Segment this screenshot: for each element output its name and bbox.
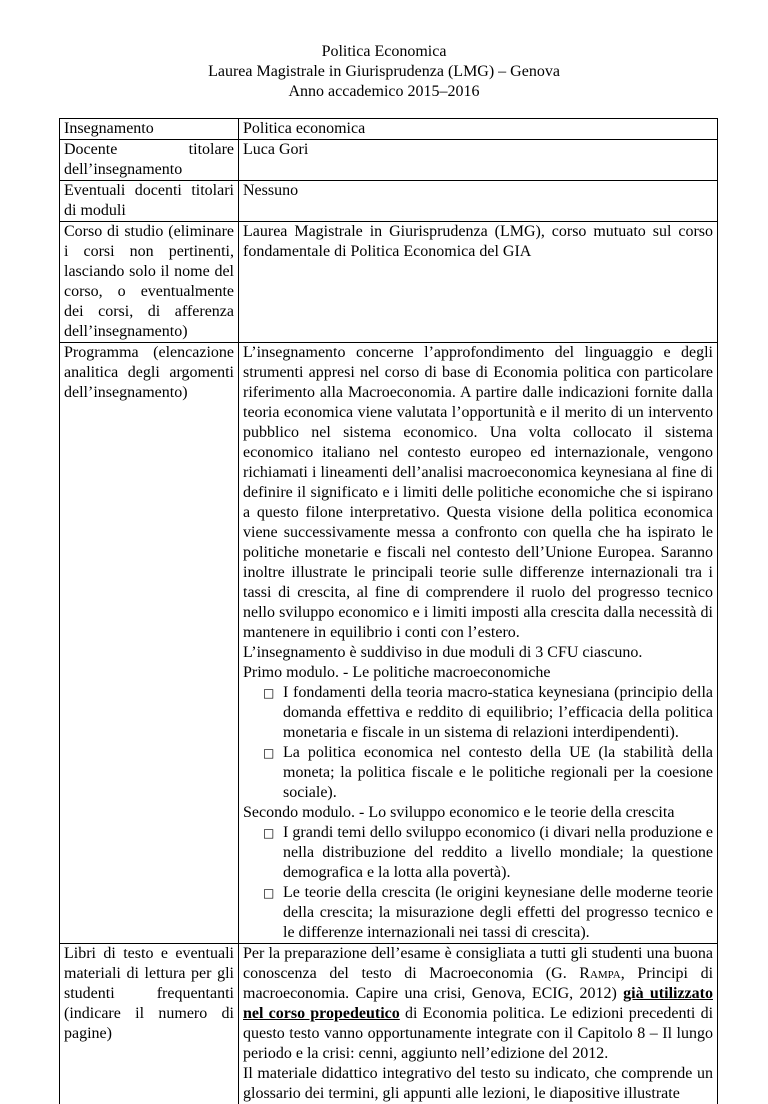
modulo1-list (243, 683, 713, 803)
row-insegnamento (60, 119, 718, 140)
row-programma (60, 343, 718, 944)
value-programma (239, 343, 718, 944)
label-moduli: Eventuali docenti titolari di moduli (60, 181, 239, 222)
list-item: □ I fondamenti della teoria macro-statica keynesiana (principio della domanda effettiva e reddito di equilibrio; l’efficacia della politica monetaria e fiscale in un sistema di relazioni interdipendenti). (263, 683, 713, 743)
value-moduli: Nessuno (239, 181, 718, 222)
list-item: □ I grandi temi dello sviluppo economico (i divari nella produzione e nella distribuzione del reddito a livello mondiale; la questione demografica e la lotta alla povertà). (263, 823, 713, 883)
syllabus-table (59, 118, 718, 1104)
value-docente: Luca Gori (239, 140, 718, 181)
value-corso: Laurea Magistrale in Giurisprudenza (LMG), corso mutuato sul corso fondamentale di Politica Economica del GIA (239, 222, 718, 343)
label-programma: Programma (elencazione analitica degli argomenti dell’insegnamento) (60, 343, 239, 944)
label-insegnamento: Insegnamento (60, 119, 239, 140)
libri-author: Rampa (579, 965, 620, 982)
value-insegnamento: Politica economica (239, 119, 718, 140)
row-moduli (60, 181, 718, 222)
row-libri (60, 944, 718, 1104)
modulo1-title: Primo modulo. - Le politiche macroeconomiche (243, 663, 713, 683)
modulo2-title: Secondo modulo. - Lo sviluppo economico e le teorie della crescita (243, 803, 713, 823)
libri-paragraph-2: Il materiale didattico integrativo del testo su indicato, che comprende un glossario dei termini, gli appunti alle lezioni, le diapositive illustrate (243, 1064, 713, 1104)
label-corso: Corso di studio (eliminare i corsi non pertinenti, lasciando solo il nome del corso, o eventualmente dei corsi, di afferenza dell’insegnamento) (60, 222, 239, 343)
libri-paragraph-1 (243, 944, 713, 1064)
programma-moduli: L’insegnamento è suddiviso in due moduli di 3 CFU ciascuno. (243, 643, 713, 663)
modulo2-list (243, 823, 713, 943)
academic-year: Anno accademico 2015–2016 (0, 82, 768, 102)
list-item: □ Le teorie della crescita (le origini keynesiane delle moderne teorie della crescita; la misurazione degli effetti del progresso tecnico e le differenze internazionali nei tassi di crescita). (263, 883, 713, 943)
label-docente: Docente titolare dell’insegnamento (60, 140, 239, 181)
row-docente (60, 140, 718, 181)
libri-text-a: Per la preparazione dell’esame è consigliata a tutti gli studenti una buona conoscenza del testo di Macroeconomia (G. (243, 945, 713, 982)
document-header (0, 42, 768, 102)
label-libri: Libri di testo e eventuali materiali di lettura per gli studenti frequentanti (indicare il numero di pagine) (60, 944, 239, 1104)
libri-text-b: , Principi di macroeconomia. Capire una crisi, Genova, ECIG, 2012) (243, 965, 713, 1002)
list-item: □ La politica economica nel contesto della UE (la stabilità della moneta; la politica fiscale e le politiche regionali per la coesione sociale). (263, 743, 713, 803)
programma-intro: L’insegnamento concerne l’approfondimento del linguaggio e degli strumenti appresi nel corso di base di Economia politica con particolare riferimento alla Macroeconomia. A partire dalle indicazioni fornite dalla teoria economica viene valutata l’opportunità e il merito di un intervento pubblico nel sistema economico. Una volta collocato il sistema economico italiano nel contesto europeo ed internazionale, vengono richiamati i lineamenti dell’analisi macroeconomica keynesiana al fine di definire il significato e i limiti delle politiche economiche che si ispirano a questo filone interpretativo. Questa visione della politica economica viene successivamente messa a confronto con quella che ha ispirato le politiche monetarie e fiscali nel contesto dell’Unione Europea. Saranno inoltre illustrate le principali teorie sulle differenze internazionali tra i tassi di crescita, al fine di comprendere il ruolo del progresso tecnico nello sviluppo economico e i limiti imposti alla crescita dalla necessità di mantenere in equilibrio i conti con l’estero. (243, 343, 713, 643)
course-title: Politica Economica (0, 42, 768, 62)
row-corso (60, 222, 718, 343)
libri-text-c: di Economia politica. Le edizioni precedenti di questo testo vanno opportunamente integrate con il Capitolo 8 – Il lungo periodo e la crisi: cenni, aggiunto nell’edizione del 2012. (243, 1005, 713, 1062)
value-libri (239, 944, 718, 1104)
degree-line: Laurea Magistrale in Giurisprudenza (LMG) – Genova (0, 62, 768, 82)
libri-emphasis: già utilizzato nel corso propedeutico (243, 985, 713, 1022)
